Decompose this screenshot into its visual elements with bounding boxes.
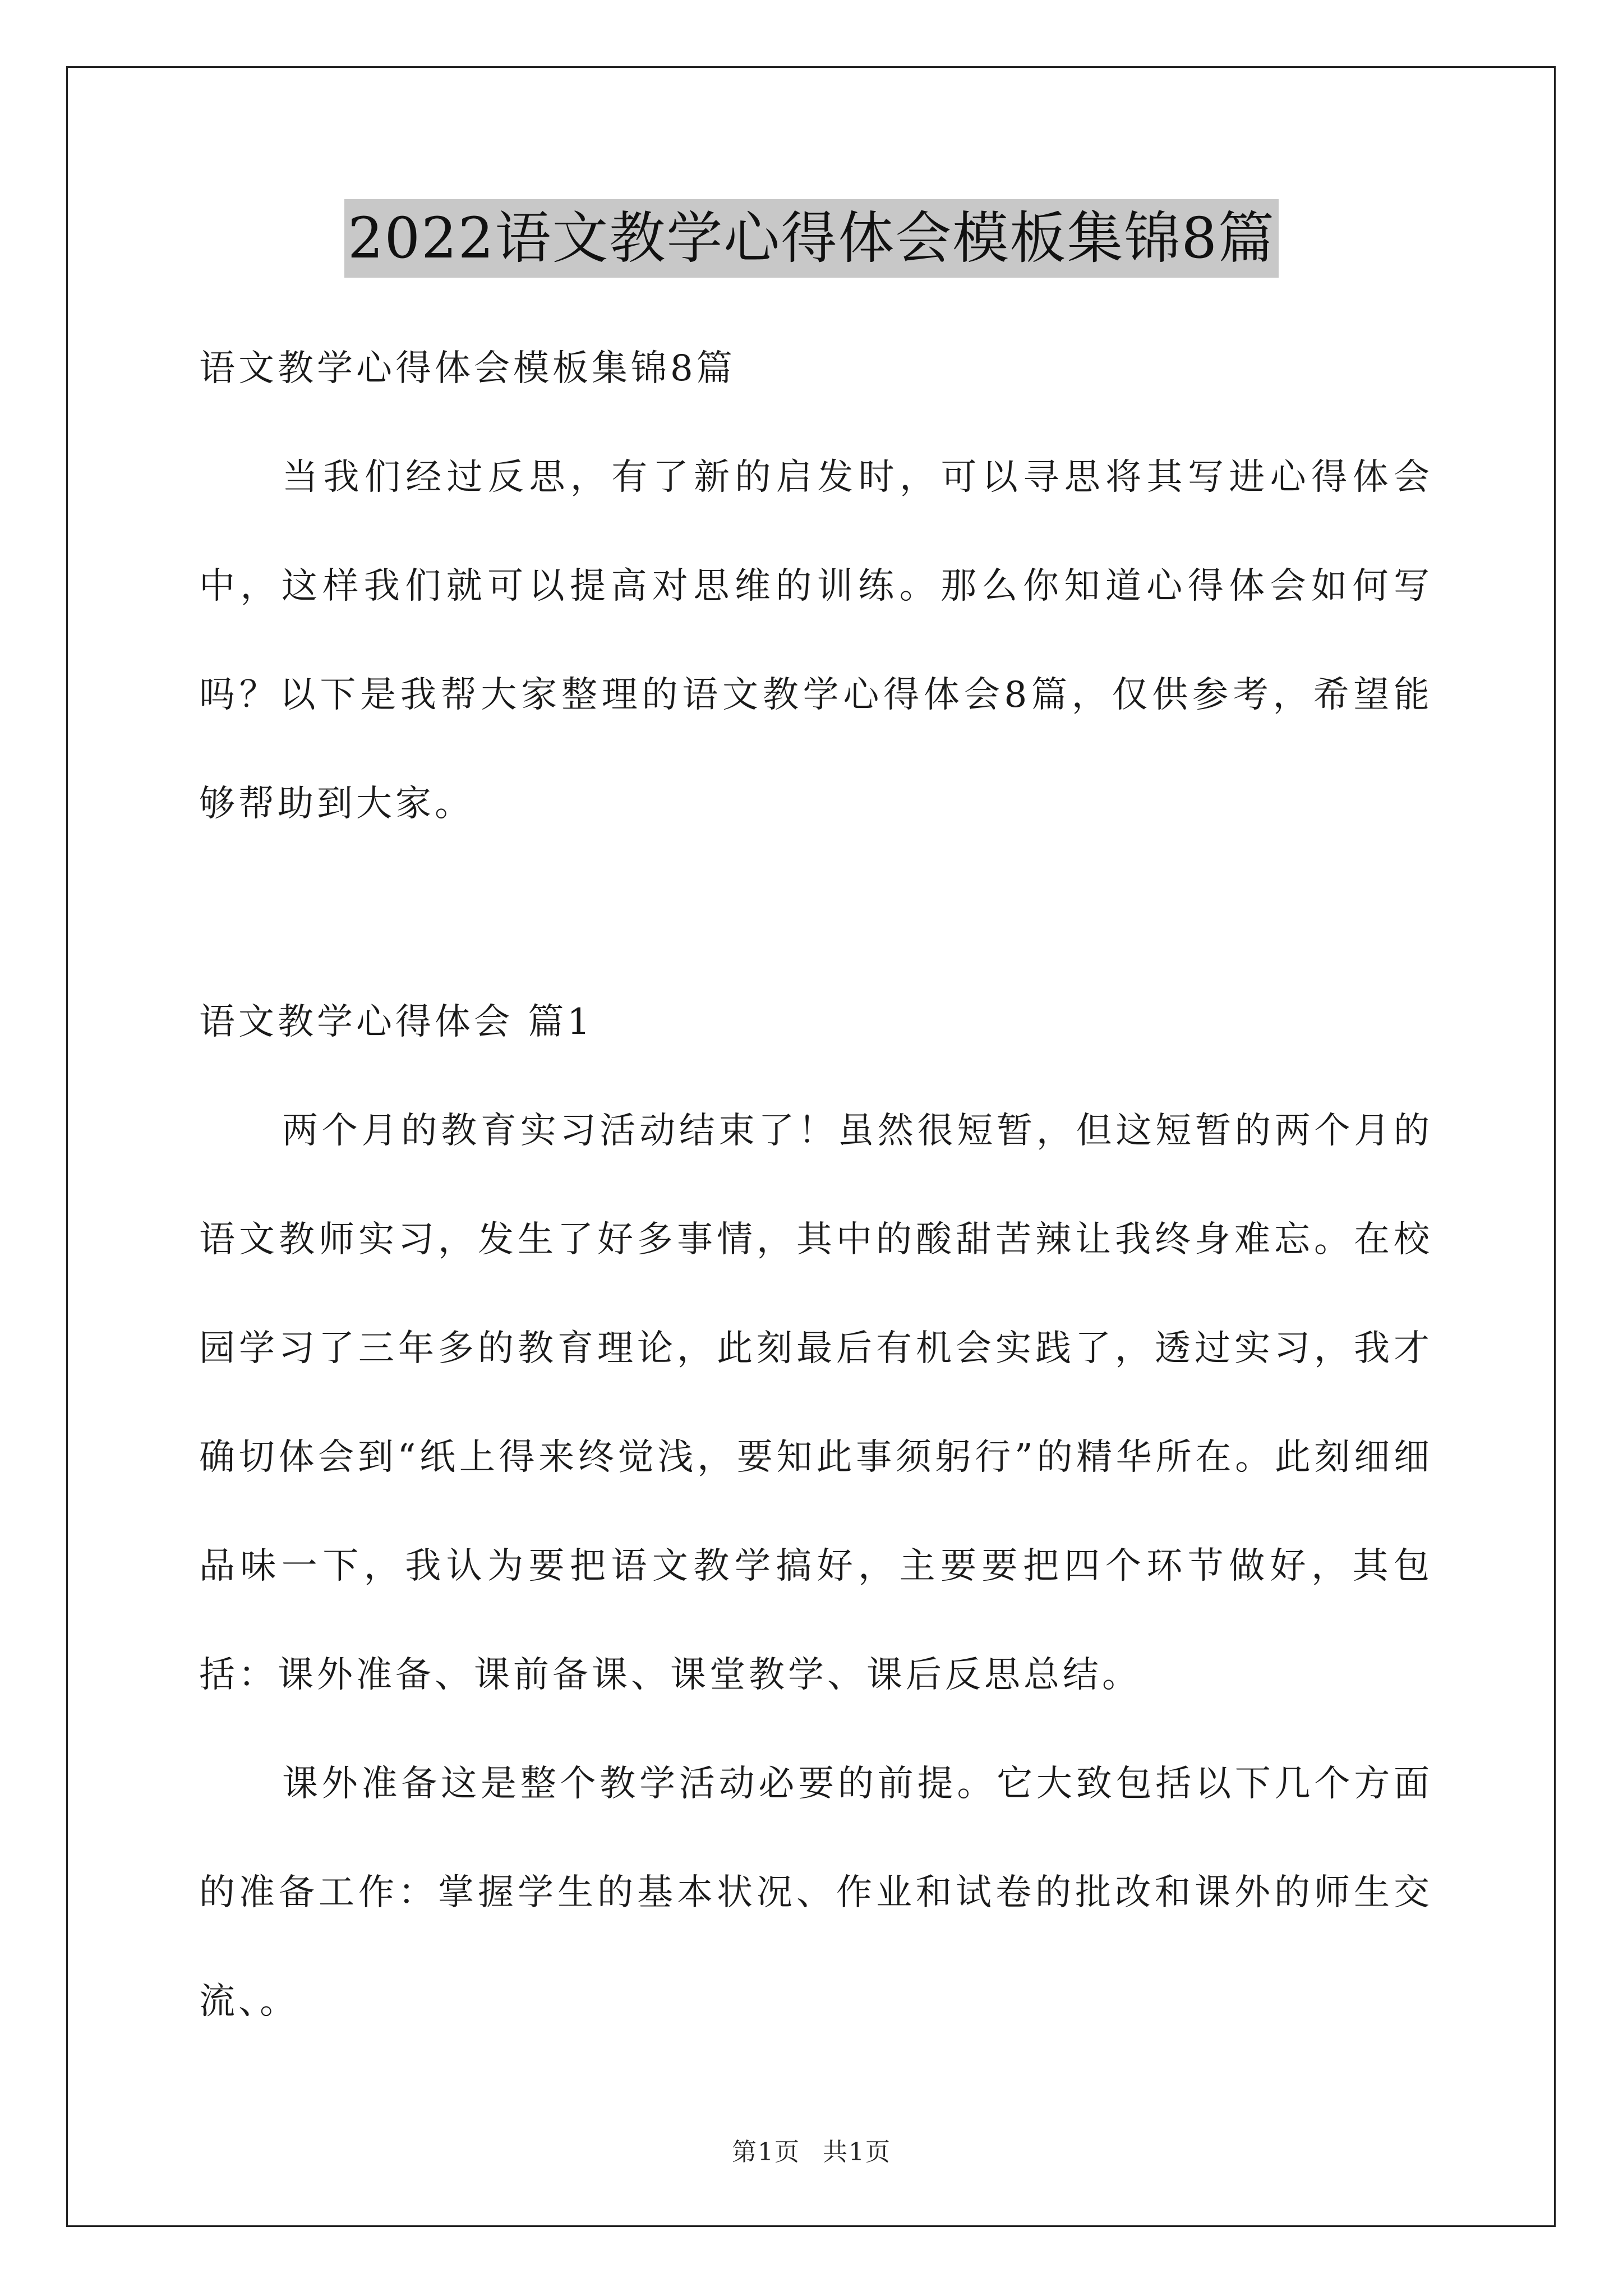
section-gap: [199, 858, 1433, 968]
title-container: [0, 199, 1623, 278]
body-paragraph: 课外准备这是整个教学活动必要的前提。它大致包括以下几个方面的准备工作：掌握学生的基本状况、作业和试卷的批改和课外的师生交流、。: [199, 1763, 1433, 2022]
document-subtitle: 语文教学心得体会模板集锦8篇: [199, 348, 736, 389]
section-heading: 语文教学心得体会 篇1: [199, 1001, 594, 1043]
body-paragraph: 两个月的教育实习活动结束了！虽然很短暂，但这短暂的两个月的语文教师实习，发生了好多事情，其中的酸甜苦辣让我终身难忘。在校园学习了三年多的教育理论，此刻最后有机会实践了，透过实习，我才确切体会到“纸上得来终觉浅，要知此事须躬行”的精华所在。此刻细细品味一下，我认为要把语文教学搞好，主要要把四个环节做好，其包括：课外准备、课前备课、课堂教学、课后反思总结。: [199, 1110, 1433, 1696]
page-number: 第1页: [732, 2138, 800, 2166]
page-total: 共1页: [823, 2138, 891, 2166]
intro-paragraph: 当我们经过反思，有了新的启发时，可以寻思将其写进心得体会中，这样我们就可以提高对思维的训练。那么你知道心得体会如何写吗？以下是我帮大家整理的语文教学心得体会8篇，仅供参考，希望能够帮助到大家。: [199, 457, 1433, 825]
document-title: 2022语文教学心得体会模板集锦8篇: [344, 199, 1279, 278]
document-body: [199, 314, 1433, 2056]
page-footer: [0, 2132, 1623, 2168]
